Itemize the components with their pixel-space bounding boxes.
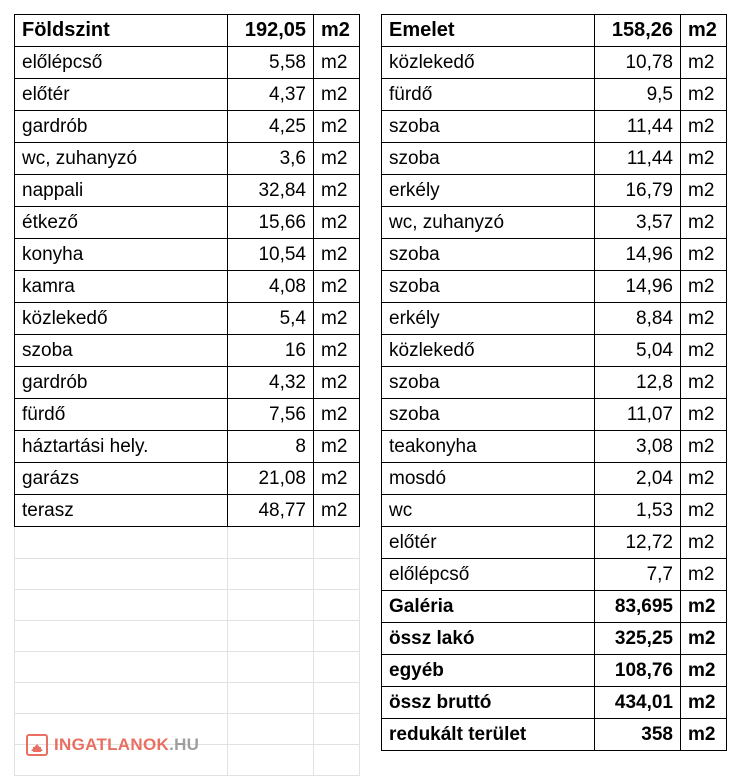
room-unit: m2 [681,111,727,143]
summary-label: redukált terület [382,719,595,751]
empty-cell [15,558,228,589]
summary-label: egyéb [382,655,595,687]
table-row [15,47,360,79]
empty-row [15,620,360,651]
room-unit: m2 [314,271,360,303]
room-unit: m2 [314,367,360,399]
summary-label: össz bruttó [382,687,595,719]
room-unit: m2 [314,47,360,79]
room-name: szoba [382,367,595,399]
room-name: előtér [382,527,595,559]
room-area: 15,66 [228,207,314,239]
room-area: 32,84 [228,175,314,207]
room-unit: m2 [314,303,360,335]
room-area: 5,58 [228,47,314,79]
room-area: 14,96 [595,271,681,303]
empty-cell [15,589,228,620]
empty-row [15,682,360,713]
room-area: 14,96 [595,239,681,271]
room-area: 4,37 [228,79,314,111]
table-row [382,559,727,591]
summary-unit: m2 [681,687,727,719]
summary-row [382,623,727,655]
room-name: konyha [15,239,228,271]
table-row [382,335,727,367]
room-area: 4,08 [228,271,314,303]
watermark-brand: INGATLANOK [54,735,170,754]
room-area: 3,6 [228,143,314,175]
empty-cell [314,589,360,620]
ground-floor-column [14,14,359,776]
empty-cell [228,558,314,589]
table-row [382,303,727,335]
header-title: Emelet [382,15,595,47]
ground-floor-body [15,15,360,527]
empty-row [15,651,360,682]
room-unit: m2 [681,431,727,463]
empty-cell [314,713,360,744]
table-row [15,431,360,463]
room-area: 16,79 [595,175,681,207]
header-unit: m2 [314,15,360,47]
room-name: étkező [15,207,228,239]
room-unit: m2 [314,495,360,527]
empty-cell [228,682,314,713]
table-row [15,367,360,399]
room-name: wc [382,495,595,527]
room-area: 12,72 [595,527,681,559]
empty-row [15,558,360,589]
room-unit: m2 [681,559,727,591]
room-name: gardrób [15,111,228,143]
table-row [382,79,727,111]
room-name: közlekedő [15,303,228,335]
room-area: 11,44 [595,111,681,143]
table-row [382,111,727,143]
house-logo-icon [26,734,48,756]
summary-unit: m2 [681,591,727,623]
room-unit: m2 [681,495,727,527]
room-unit: m2 [314,431,360,463]
header-unit: m2 [681,15,727,47]
room-unit: m2 [314,463,360,495]
room-area: 11,07 [595,399,681,431]
summary-row [382,591,727,623]
header-title: Földszint [15,15,228,47]
empty-cell [228,713,314,744]
room-unit: m2 [681,175,727,207]
room-name: mosdó [382,463,595,495]
room-unit: m2 [681,207,727,239]
room-unit: m2 [681,47,727,79]
summary-value: 325,25 [595,623,681,655]
empty-cell [228,620,314,651]
table-row [382,239,727,271]
room-area: 5,04 [595,335,681,367]
room-area: 12,8 [595,367,681,399]
room-name: kamra [15,271,228,303]
empty-cell [228,589,314,620]
room-area: 10,78 [595,47,681,79]
empty-row [15,527,360,558]
table-row [382,431,727,463]
room-area: 3,57 [595,207,681,239]
empty-cell [314,651,360,682]
table-row [15,335,360,367]
room-name: erkély [382,175,595,207]
room-area: 4,32 [228,367,314,399]
table-row [382,207,727,239]
empty-cell [314,620,360,651]
room-name: wc, zuhanyzó [382,207,595,239]
summary-row [382,655,727,687]
room-unit: m2 [681,463,727,495]
area-schedule-tables [14,14,726,776]
table-row [15,239,360,271]
empty-cell [314,744,360,775]
summary-value: 108,76 [595,655,681,687]
room-unit: m2 [314,111,360,143]
room-unit: m2 [681,143,727,175]
table-row [382,527,727,559]
empty-row [15,589,360,620]
watermark-text [54,735,199,755]
room-name: terasz [15,495,228,527]
summary-unit: m2 [681,623,727,655]
room-unit: m2 [314,79,360,111]
empty-cell [15,682,228,713]
room-name: előlépcső [382,559,595,591]
room-area: 10,54 [228,239,314,271]
table-row [382,143,727,175]
table-header-row [15,15,360,47]
room-name: erkély [382,303,595,335]
room-area: 3,08 [595,431,681,463]
room-name: wc, zuhanyzó [15,143,228,175]
room-area: 2,04 [595,463,681,495]
room-name: háztartási hely. [15,431,228,463]
ground-floor-table [14,14,360,527]
empty-cell [15,527,228,558]
watermark [26,734,199,756]
empty-cell [228,651,314,682]
room-unit: m2 [681,79,727,111]
upper-floor-table [381,14,727,751]
header-total-value: 158,26 [595,15,681,47]
table-row [15,463,360,495]
room-name: garázs [15,463,228,495]
room-area: 11,44 [595,143,681,175]
room-name: fürdő [382,79,595,111]
table-row [15,207,360,239]
room-unit: m2 [314,239,360,271]
room-unit: m2 [314,207,360,239]
room-name: közlekedő [382,335,595,367]
room-area: 16 [228,335,314,367]
room-area: 48,77 [228,495,314,527]
room-area: 7,7 [595,559,681,591]
table-row [382,271,727,303]
summary-row [382,719,727,751]
room-area: 21,08 [228,463,314,495]
room-area: 5,4 [228,303,314,335]
room-unit: m2 [681,239,727,271]
room-name: szoba [382,271,595,303]
room-unit: m2 [681,271,727,303]
empty-cell [228,744,314,775]
table-row [15,143,360,175]
room-name: előlépcső [15,47,228,79]
room-name: gardrób [15,367,228,399]
room-name: szoba [15,335,228,367]
room-area: 1,53 [595,495,681,527]
header-total-value: 192,05 [228,15,314,47]
room-unit: m2 [681,335,727,367]
summary-value: 83,695 [595,591,681,623]
table-row [382,463,727,495]
empty-cell [228,527,314,558]
empty-cell [314,558,360,589]
table-header-row [382,15,727,47]
table-row [382,399,727,431]
room-unit: m2 [681,303,727,335]
table-row [382,47,727,79]
room-name: szoba [382,239,595,271]
table-row [15,399,360,431]
room-unit: m2 [314,143,360,175]
table-row [382,495,727,527]
room-area: 4,25 [228,111,314,143]
room-name: szoba [382,399,595,431]
room-unit: m2 [681,367,727,399]
upper-floor-body [382,15,727,751]
table-row [15,303,360,335]
room-unit: m2 [314,399,360,431]
room-area: 7,56 [228,399,314,431]
summary-label: össz lakó [382,623,595,655]
table-row [382,175,727,207]
watermark-tld: .HU [169,735,200,754]
room-area: 9,5 [595,79,681,111]
room-name: fürdő [15,399,228,431]
table-row [15,495,360,527]
room-name: közlekedő [382,47,595,79]
upper-floor-column [381,14,726,776]
room-area: 8 [228,431,314,463]
room-name: nappali [15,175,228,207]
room-unit: m2 [314,175,360,207]
empty-cell [15,620,228,651]
room-name: szoba [382,143,595,175]
empty-cell [314,682,360,713]
table-row [15,271,360,303]
room-unit: m2 [681,527,727,559]
room-unit: m2 [314,335,360,367]
summary-label: Galéria [382,591,595,623]
summary-value: 434,01 [595,687,681,719]
room-name: előtér [15,79,228,111]
table-row [15,175,360,207]
empty-cell [314,527,360,558]
summary-row [382,687,727,719]
table-row [382,367,727,399]
summary-value: 358 [595,719,681,751]
room-name: teakonyha [382,431,595,463]
table-row [15,79,360,111]
table-row [15,111,360,143]
empty-cell [15,651,228,682]
room-area: 8,84 [595,303,681,335]
summary-unit: m2 [681,655,727,687]
room-unit: m2 [681,399,727,431]
room-name: szoba [382,111,595,143]
summary-unit: m2 [681,719,727,751]
